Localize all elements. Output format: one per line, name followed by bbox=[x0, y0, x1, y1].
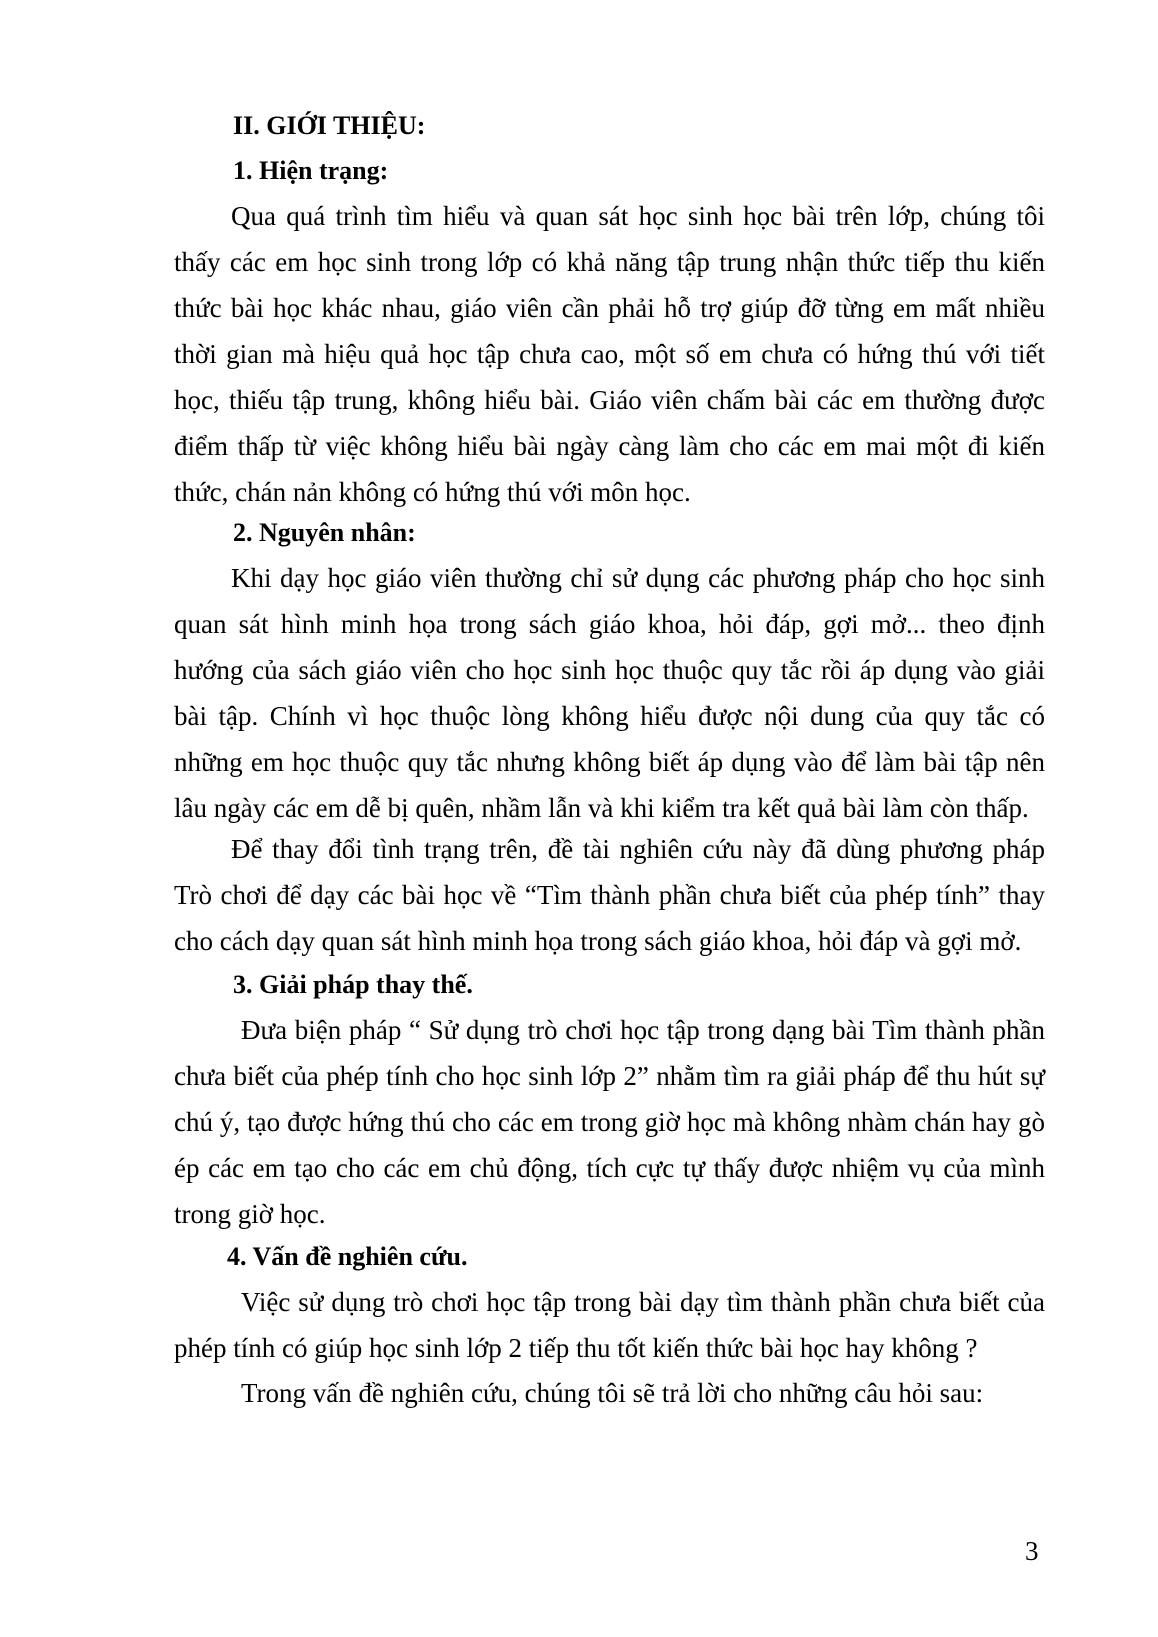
page-number: 3 bbox=[1025, 1536, 1039, 1566]
heading-van-de: 4. Vấn đề nghiên cứu. bbox=[227, 1242, 468, 1271]
paragraph-nguyen-nhan-1: Khi dạy học giáo viên thường chỉ sử dụng các phương pháp cho học sinh quan sát hình minh họa trong sách giáo khoa, hỏi đáp, gợi mở... theo định hướng của sách giáo viên cho học sinh học thuộc quy tắc rồi áp dụng vào giải bài tập. Chính vì học thuộc lòng không hiểu được nội dung của quy tắc có những em học thuộc quy tắc nhưng không biết áp dụng vào để làm bài tập nên lâu ngày các em dễ bị quên, nhầm lẫn và khi kiểm tra kết quả bài làm còn thấp. bbox=[174, 563, 1045, 823]
section-title: II. GIỚI THIỆU: bbox=[233, 111, 426, 140]
paragraph-hien-trang: Qua quá trình tìm hiểu và quan sát học sinh học bài trên lớp, chúng tôi thấy các em học sinh trong lớp có khả năng tập trung nhận thức tiếp thu kiến thức bài học khác nhau, giáo viên cần phải hỗ trợ giúp đỡ từng em mất nhiều thời gian mà hiệu quả học tập chưa cao, một số em chưa có hứng thú với tiết học, thiếu tập trung, không hiểu bài. Giáo viên chấm bài các em thường được điểm thấp từ việc không hiểu bài ngày càng làm cho các em mai một đi kiến thức, chán nản không có hứng thú với môn học. bbox=[174, 201, 1045, 507]
paragraph-giai-phap: Đưa biện pháp “ Sử dụng trò chơi học tập trong dạng bài Tìm thành phần chưa biết của phép tính cho học sinh lớp 2” nhằm tìm ra giải pháp để thu hút sự chú ý, tạo được hứng thú cho các em trong giờ học mà không nhàm chán hay gò ép các em tạo cho các em chủ động, tích cực tự thấy được nhiệm vụ của mình trong giờ học. bbox=[174, 1015, 1045, 1229]
paragraph-van-de-2: Trong vấn đề nghiên cứu, chúng tôi sẽ trả lời cho những câu hỏi sau: bbox=[241, 1378, 984, 1408]
paragraph-van-de-1: Việc sử dụng trò chơi học tập trong bài dạy tìm thành phần chưa biết của phép tính có giúp học sinh lớp 2 tiếp thu tốt kiến thức bài học hay không ? bbox=[174, 1287, 1045, 1363]
heading-giai-phap: 3. Giải pháp thay thế. bbox=[233, 970, 473, 999]
heading-nguyen-nhan: 2. Nguyên nhân: bbox=[233, 518, 416, 547]
heading-hien-trang: 1. Hiện trạng: bbox=[233, 156, 389, 185]
paragraph-nguyen-nhan-2: Để thay đổi tình trạng trên, đề tài nghiên cứu này đã dùng phương pháp Trò chơi để dạy các bài học về “Tìm thành phần chưa biết của phép tính” thay cho cách dạy quan sát hình minh họa trong sách giáo khoa, hỏi đáp và gợi mở. bbox=[174, 834, 1045, 956]
